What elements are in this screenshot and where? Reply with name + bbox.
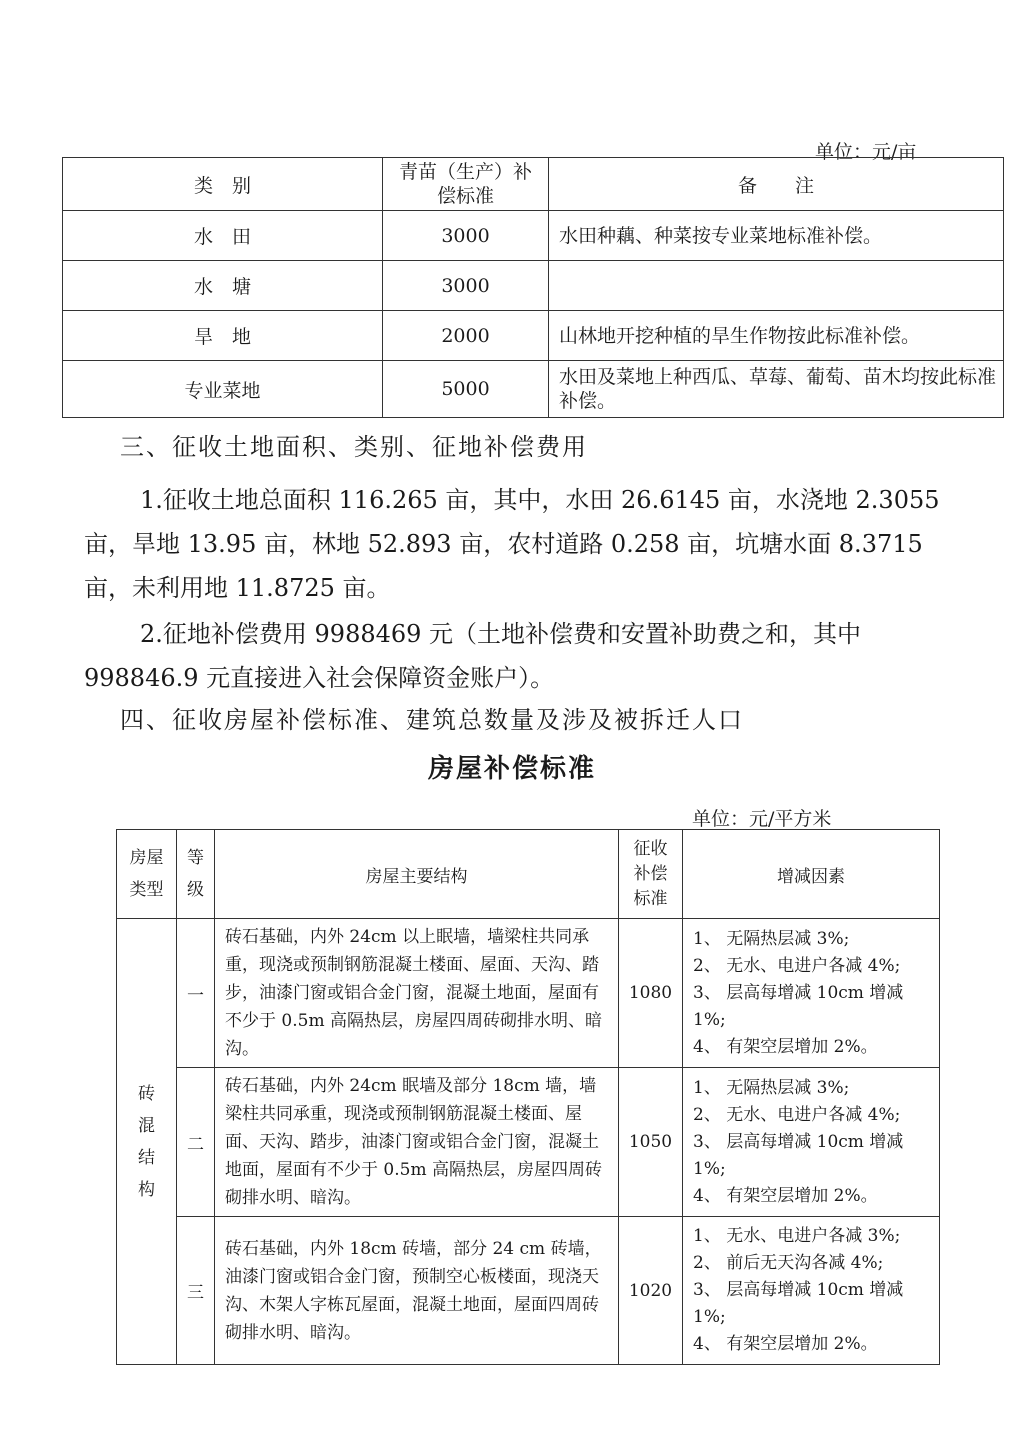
header-factors: 增减因素 bbox=[683, 830, 940, 919]
section3-paragraph-2: 2.征地补偿费用 9988469 元（土地补偿费和安置补助费之和，其中 998846.9 元直接进入社会保障资金账户）。 bbox=[84, 620, 862, 692]
row-category: 专业菜地 bbox=[63, 361, 383, 418]
factor-item: 3、 层高每增减 10cm 增减 1%; bbox=[693, 1280, 904, 1327]
table-row bbox=[63, 311, 1004, 361]
factor-item: 3、 层高每增减 10cm 增减 1%; bbox=[693, 982, 904, 1030]
factor-item: 2、 前后无天沟各减 4%; bbox=[693, 1253, 884, 1273]
structure-cell: 砖石基础，内外 24cm 以上眠墙，墙梁柱共同承重，现浇或预制钢筋混凝土楼面、屋面、天沟、踏步，油漆门窗或铝合金门窗，混凝土地面，屋面有不少于 0.5m 高隔热层，房屋四周砖砌排水明、暗沟。 bbox=[215, 919, 619, 1068]
row-standard: 3000 bbox=[383, 261, 549, 311]
header-structure: 房屋主要结构 bbox=[215, 830, 619, 919]
row-category: 水 塘 bbox=[63, 261, 383, 311]
factor-item: 2、 无水、电进户各减 4%; bbox=[693, 955, 901, 976]
structure-cell: 砖石基础，内外 18cm 砖墙，部分 24 cm 砖墙，油漆门窗或铝合金门窗，预制空心板楼面，现浇天沟、木架人字栋瓦屋面，混凝土地面，屋面四周砖砌排水明、暗沟。 bbox=[215, 1217, 619, 1365]
factor-item: 1、 无隔热层减 3%; bbox=[693, 1077, 850, 1098]
type-cell: 砖混结构 bbox=[117, 919, 177, 1365]
row-note: 山林地开挖种植的旱生作物按此标准补偿。 bbox=[549, 311, 1004, 361]
header-grade: 等级 bbox=[177, 830, 215, 919]
grade-cell: 一 bbox=[177, 919, 215, 1068]
table-row bbox=[117, 919, 940, 1068]
table-row bbox=[117, 1068, 940, 1217]
table-row bbox=[63, 211, 1004, 261]
table2-unit: 单位：元/平方米 bbox=[692, 808, 832, 830]
crop-compensation-table bbox=[62, 157, 1004, 418]
table-row bbox=[63, 261, 1004, 311]
table1-unit: 单位：元/亩 bbox=[815, 141, 917, 163]
header-standard: 征收补偿标准 bbox=[619, 830, 683, 919]
section3-paragraph-1: 1.征收土地总面积 116.265 亩，其中，水田 26.6145 亩，水浇地 2.3055 亩，旱地 13.95 亩，林地 52.893 亩，农村道路 0.258 亩，坑塘水面 8.3715 亩，未利用地 11.8725 亩。 bbox=[84, 486, 940, 602]
row-standard: 2000 bbox=[383, 311, 549, 361]
structure-cell: 砖石基础，内外 24cm 眠墙及部分 18cm 墙，墙梁柱共同承重，现浇或预制钢筋混凝土楼面、屋面、天沟、踏步，油漆门窗或铝合金门窗，混凝土地面，屋面有不少于 0.5m 高隔热层，房屋四周砖砌排水明、暗沟。 bbox=[215, 1068, 619, 1217]
factor-item: 4、 有架空层增加 2%。 bbox=[693, 1185, 878, 1206]
grade-cell: 二 bbox=[177, 1068, 215, 1217]
row-standard: 5000 bbox=[383, 361, 549, 418]
factors-cell bbox=[683, 1068, 940, 1217]
standard-cell: 1050 bbox=[619, 1068, 683, 1217]
table2-title: 房屋补偿标准 bbox=[427, 754, 596, 784]
factors-cell bbox=[683, 919, 940, 1068]
header-type: 房屋类型 bbox=[117, 830, 177, 919]
factor-item: 1、 无隔热层减 3%; bbox=[693, 928, 850, 949]
row-note bbox=[549, 261, 1004, 311]
row-note: 水田种藕、种菜按专业菜地标准补偿。 bbox=[549, 211, 1004, 261]
factors-cell bbox=[683, 1217, 940, 1365]
header-standard: 青苗（生产）补偿标准 bbox=[383, 158, 549, 211]
row-category: 水 田 bbox=[63, 211, 383, 261]
section4-heading: 四、征收房屋补偿标准、建筑总数量及涉及被拆迁人口 bbox=[120, 706, 744, 734]
factor-item: 2、 无水、电进户各减 4%; bbox=[693, 1104, 901, 1125]
factor-item: 4、 有架空层增加 2%。 bbox=[693, 1334, 878, 1354]
factor-item: 1、 无水、电进户各减 3%; bbox=[693, 1226, 901, 1246]
row-note: 水田及菜地上种西瓜、草莓、葡萄、苗木均按此标准补偿。 bbox=[549, 361, 1004, 418]
header-note: 备 注 bbox=[549, 158, 1004, 211]
table-row bbox=[117, 1217, 940, 1365]
table-row bbox=[63, 361, 1004, 418]
standard-cell: 1080 bbox=[619, 919, 683, 1068]
standard-cell: 1020 bbox=[619, 1217, 683, 1365]
factor-item: 3、 层高每增减 10cm 增减 1%; bbox=[693, 1131, 904, 1179]
factor-item: 4、 有架空层增加 2%。 bbox=[693, 1036, 878, 1057]
section3-heading: 三、征收土地面积、类别、征地补偿费用 bbox=[120, 433, 588, 461]
row-standard: 3000 bbox=[383, 211, 549, 261]
house-compensation-table bbox=[116, 829, 940, 1365]
header-category: 类 别 bbox=[63, 158, 383, 211]
row-category: 旱 地 bbox=[63, 311, 383, 361]
grade-cell: 三 bbox=[177, 1217, 215, 1365]
